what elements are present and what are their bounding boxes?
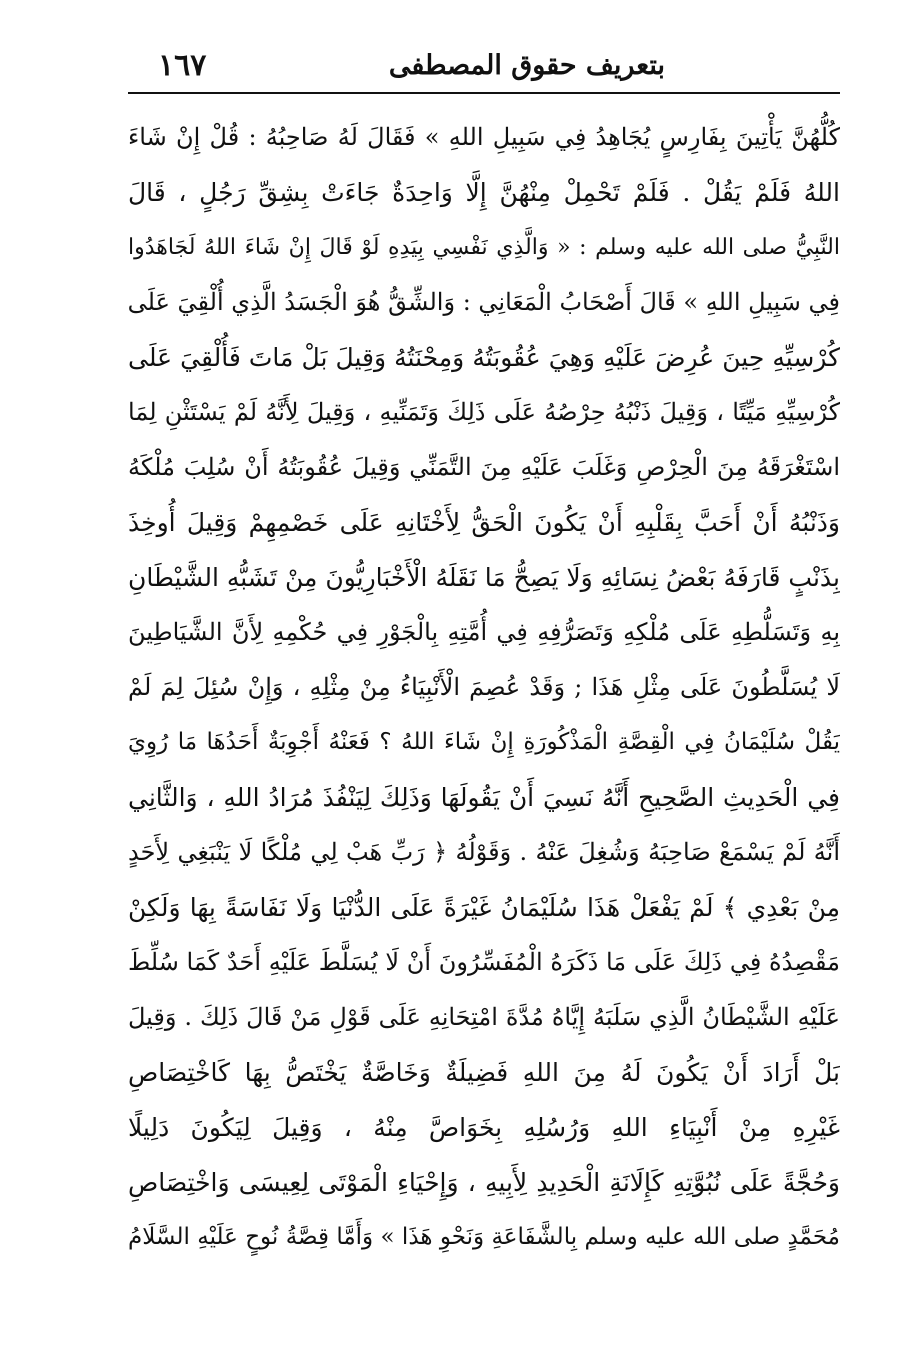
text-line: أَنَّهُ لَمْ يَسْمَعْ صَاحِبَهُ وَشُغِلَ عَنْهُ . وَقَوْلُهُ ﴿ رَبِّ هَبْ لِي مُلْكًا لَا يَنْبَغِي لِأَحَدٍ: [128, 838, 840, 866]
text-line: اللهُ فَلَمْ يَقُلْ . فَلَمْ تَحْمِلْ مِنْهُنَّ إِلَّا وَاحِدَةٌ جَاءَتْ بِشِقِّ رَجُلٍ ، قَالَ: [128, 178, 840, 207]
text-line: مِنْ بَعْدِي ﴾ لَمْ يَفْعَلْ هَذَا سُلَيْمَانُ غَيْرَةً عَلَى الدُّنْيَا وَلَا نَفَاسَةً بِهَا وَلَكِنْ: [128, 893, 840, 922]
text-line: عَلَيْهِ الشَّيْطَانُ الَّذِي سَلَبَهُ إِيَّاهُ مُدَّةَ امْتِحَانِهِ عَلَى قَوْلِ مَنْ قَالَ ذَلِكَ . وَقِيلَ: [128, 1003, 840, 1031]
page-number: ١٦٧: [158, 48, 207, 83]
text-line: اسْتَغْرَقَهُ مِنَ الْحِرْصِ وَغَلَبَ عَلَيْهِ مِنَ التَّمَنِّي وَقِيلَ عُقُوبَتُهُ أَنْ سُلِبَ مُلْكَهُ: [128, 453, 840, 481]
running-title: بتعريف حقوق المصطفى: [388, 50, 665, 81]
text-line: وَحُجَّةً عَلَى نُبُوَّتِهِ كَإِلَانَةِ الْحَدِيدِ لِأَبِيهِ ، وَإِحْيَاءِ الْمَوْتَى لِعِيسَى وَاخْتِصَاصِ: [128, 1168, 840, 1197]
text-line: كُرْسِيِّهِ مَيِّتًا ، وَقِيلَ ذَنْبُهُ حِرْصُهُ عَلَى ذَلِكَ وَتَمَنِّيهِ ، وَقِيلَ لِأَنَّهُ لَمْ يَسْتَثْنِ لِمَا: [128, 398, 840, 426]
text-line: فِي سَبِيلِ اللهِ » قَالَ أَصْحَابُ الْمَعَانِي : وَالشِّقُّ هُوَ الْجَسَدُ الَّذِي أُلْقِيَ عَلَى: [128, 288, 840, 316]
text-line: مَقْصِدُهُ فِي ذَلِكَ عَلَى مَا ذَكَرَهُ الْمُفَسِّرُونَ أَنْ لَا يُسَلَّطَ عَلَيْهِ أَحَدٌ كَمَا سُلِّطَ: [128, 948, 840, 976]
text-line: غَيْرِهِ مِنْ أَنْبِيَاءِ اللهِ وَرُسُلِهِ بِخَوَاصَّ مِنْهُ ، وَقِيلَ لِيَكُونَ دَلِيلًا: [128, 1113, 840, 1142]
running-header: [128, 44, 840, 88]
text-line: كُرْسِيِّهِ حِينَ عُرِضَ عَلَيْهِ وَهِيَ عُقُوبَتُهُ وَمِحْنَتُهُ وَقِيلَ بَلْ مَاتَ فَأُلْقِيَ عَلَى: [128, 343, 840, 372]
header-rule: [128, 92, 840, 94]
text-line: النَّبِيُّ صلى الله عليه وسلم : « وَالَّذِي نَفْسِي بِيَدِهِ لَوْ قَالَ إِنْ شَاءَ اللهُ لَجَاهَدُوا: [128, 235, 840, 260]
text-line: كُلُّهُنَّ يَأْتِينَ بِفَارِسٍ يُجَاهِدُ فِي سَبِيلِ اللهِ » فَقَالَ لَهُ صَاحِبُهُ : قُلْ إِنْ شَاءَ: [128, 123, 840, 151]
body-text: [128, 110, 840, 1265]
text-line: لَا يُسَلَّطُونَ عَلَى مِثْلِ هَذَا ; وَقَدْ عُصِمَ الْأَنْبِيَاءُ مِنْ مِثْلِهِ ، وَإِنْ سُئِلَ لِمَ لَمْ: [128, 673, 840, 701]
text-line: وَذَنْبُهُ أَنْ أَحَبَّ بِقَلْبِهِ أَنْ يَكُونَ الْحَقُّ لِأَخْتَانِهِ عَلَى خَصْمِهِمْ وَقِيلَ أُوخِذَ: [128, 508, 840, 537]
text-line: بَلْ أَرَادَ أَنْ يَكُونَ لَهُ مِنَ اللهِ فَضِيلَةٌ وَخَاصَّةٌ يَخْتَصُّ بِهَا كَاخْتِصَاصِ: [128, 1058, 840, 1087]
text-line: مُحَمَّدٍ صلى الله عليه وسلم بِالشَّفَاعَةِ وَنَحْوِ هَذَا » وَأَمَّا قِصَّةُ نُوحٍ عَلَيْهِ السَّلَامُ: [128, 1224, 840, 1250]
text-line: بِهِ وَتَسَلُّطِهِ عَلَى مُلْكِهِ وَتَصَرُّفِهِ فِي أُمَّتِهِ بِالْجَوْرِ فِي حُكْمِهِ لِأَنَّ الشَّيَاطِينَ: [128, 618, 840, 646]
text-line: فِي الْحَدِيثِ الصَّحِيحِ أَنَّهُ نَسِيَ أَنْ يَقُولَهَا وَذَلِكَ لِيَنْفُذَ مُرَادُ اللهِ ، وَالثَّانِي: [128, 783, 840, 812]
text-line: يَقُلْ سُلَيْمَانُ فِي الْقِصَّةِ الْمَذْكُورَةِ إِنْ شَاءَ اللهُ ؟ فَعَنْهُ أَجْوِبَةٌ أَحَدُهَا مَا رُوِيَ: [128, 729, 840, 755]
text-line: بِذَنْبٍ قَارَفَهُ بَعْضُ نِسَائِهِ وَلَا يَصِحُّ مَا نَقَلَهُ الْأَخْبَارِيُّونَ مِنْ تَشَبُّهِ الشَّيْطَانِ: [128, 563, 840, 592]
